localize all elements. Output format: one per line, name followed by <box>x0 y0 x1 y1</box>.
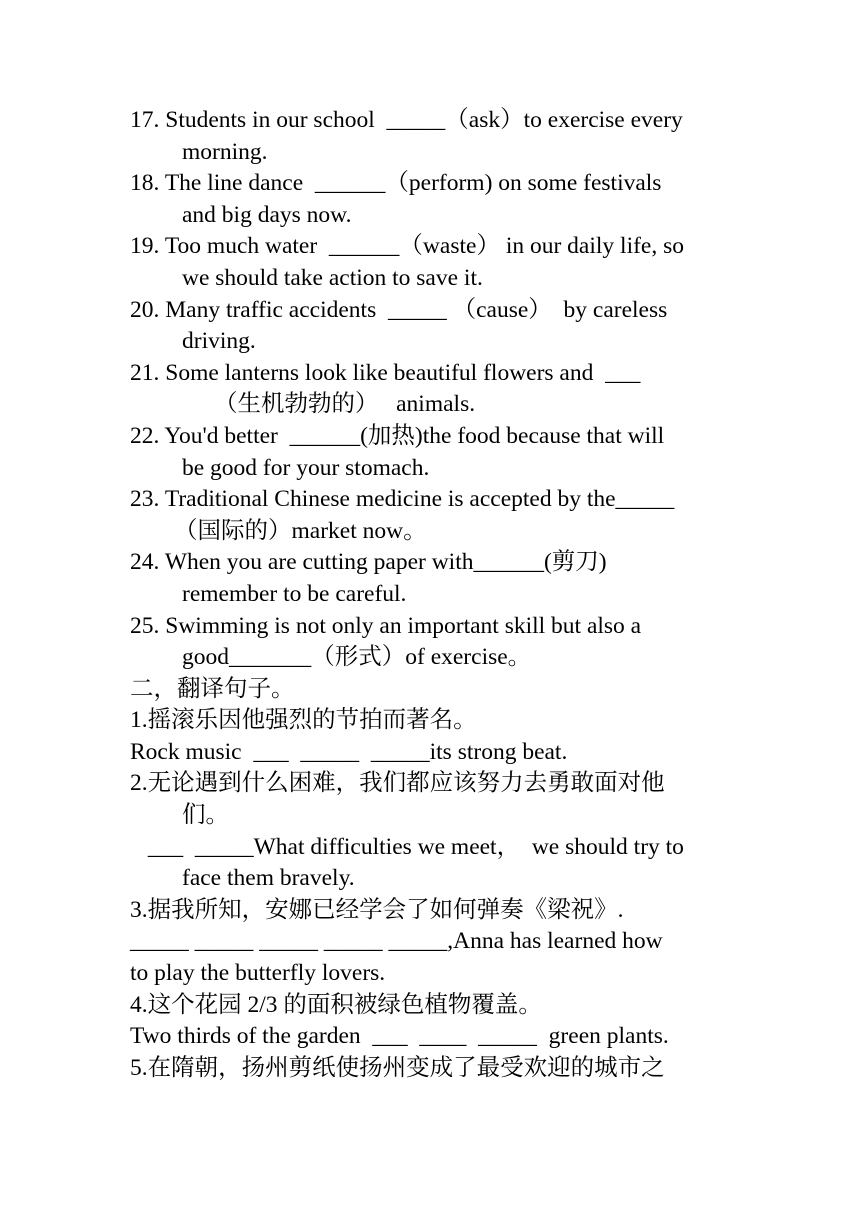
text-line: and big days now. <box>182 201 352 228</box>
text-line: 5.在隋朝，扬州剪纸使扬州变成了最受欢迎的城市之 <box>130 1054 665 1081</box>
text-line: 22. You'd better ______(加热)the food because that will <box>130 422 665 449</box>
text-line: morning. <box>182 138 268 165</box>
text-line: 3.据我所知，安娜已经学会了如何弹奏《梁祝》. <box>130 896 624 923</box>
text-line: 们。 <box>182 802 229 829</box>
text-line: ___ _____What difficulties we meet， we should try to <box>142 833 684 860</box>
text-line: good_______（形式）of exercise。 <box>182 644 532 671</box>
text-line: remember to be careful. <box>182 580 407 607</box>
text-line: to play the butterfly lovers. <box>130 960 386 987</box>
text-line: 24. When you are cutting paper with______(剪刀) <box>130 549 607 576</box>
text-line: 1.摇滚乐因他强烈的节拍而著名。 <box>130 707 477 734</box>
text-line: we should take action to save it. <box>182 264 483 291</box>
text-line: Two thirds of the garden ___ ____ _____ green plants. <box>130 1023 669 1050</box>
document-page <box>130 105 740 1084</box>
text-line: 二，翻译句子。 <box>130 675 295 702</box>
text-line: Rock music ___ _____ _____its strong beat. <box>130 738 568 765</box>
text-line: 4.这个花园 2/3 的面积被绿色植物覆盖。 <box>130 991 542 1018</box>
text-line: face them bravely. <box>182 865 355 892</box>
text-line: 25. Swimming is not only an important skill but also a <box>130 612 642 639</box>
text-line: 23. Traditional Chinese medicine is accepted by the_____ <box>130 486 675 513</box>
text-line: 20. Many traffic accidents _____ （cause） by careless <box>130 296 668 323</box>
text-line: （生机勃勃的） animals. <box>214 391 476 418</box>
text-line: driving. <box>182 328 256 355</box>
text-line: _____ _____ _____ _____ _____,Anna has learned how <box>130 928 663 955</box>
text-line: 21. Some lanterns look like beautiful flowers and ___ <box>130 359 641 386</box>
text-line: 2.无论遇到什么困难，我们都应该努力去勇敢面对他 <box>130 770 665 797</box>
text-line: （国际的）market now。 <box>174 517 427 544</box>
text-line: 19. Too much water ______（waste） in our daily life, so <box>130 233 684 260</box>
text-line: 17. Students in our school _____（ask）to exercise every <box>130 107 683 133</box>
text-line: be good for your stomach. <box>182 454 430 481</box>
text-line: 18. The line dance ______（perform) on some festivals <box>130 170 662 197</box>
